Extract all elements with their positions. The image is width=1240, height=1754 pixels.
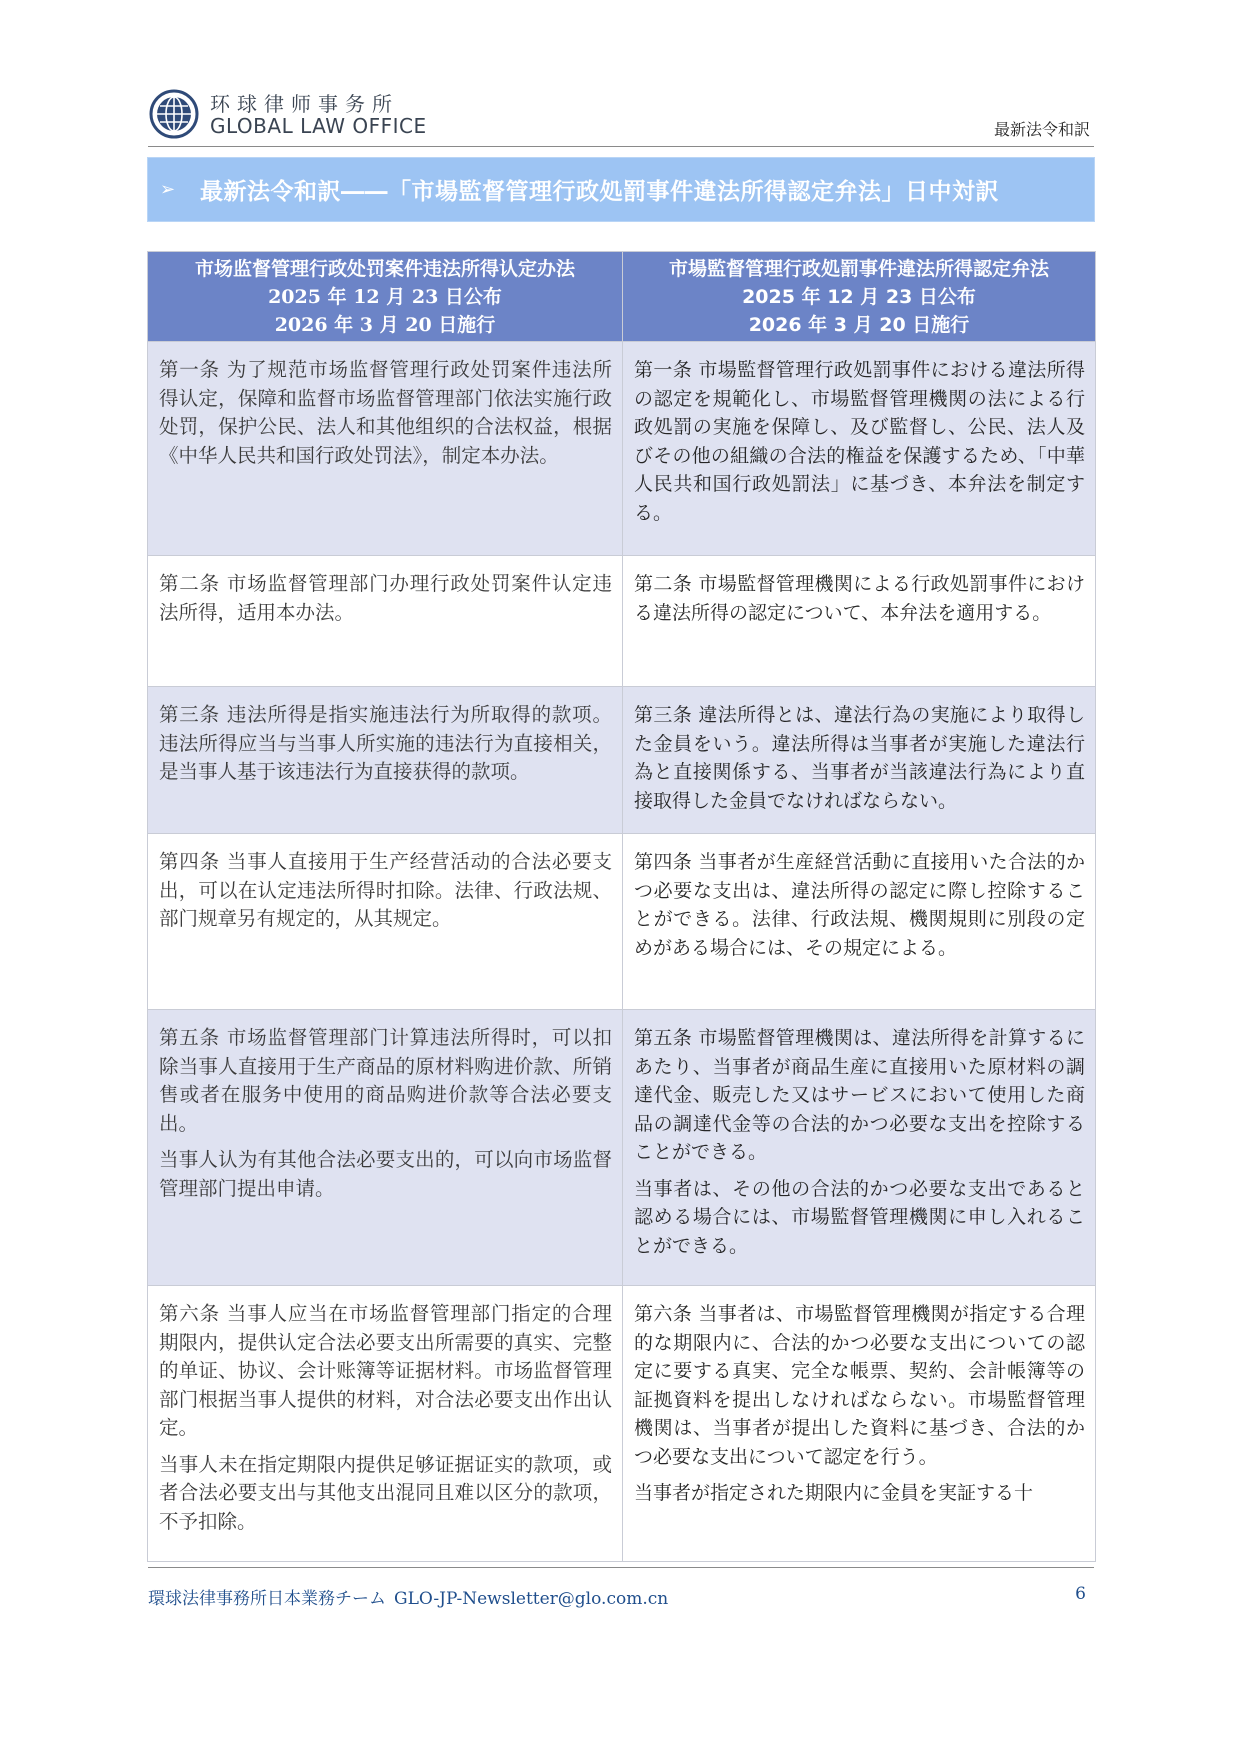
article-3-chinese — [148, 687, 623, 834]
article-2-chinese — [148, 556, 623, 687]
banner-title: 最新法令和訳――「市場監督管理行政処罰事件違法所得認定弁法」日中対訳 — [200, 179, 999, 205]
article-4-japanese — [623, 834, 1096, 1010]
page-header — [148, 82, 1094, 147]
article-6-japanese — [623, 1286, 1096, 1562]
article-paragraph: 第四条 当事者が生産経営活動に直接用いた合法的かつ必要な支出は、違法所得の認定に際し控除することができる。法律、行政法規、機関規則に別段の定めがある場合には、その規定による。 — [634, 851, 1085, 959]
footer-divider — [148, 1567, 1094, 1568]
page-number: 6 — [1075, 1584, 1086, 1604]
article-paragraph: 第五条 市場監督管理機関は、違法所得を計算するにあたり、当事者が商品生産に直接用いた原材料の調達代金、販売した又はサービスにおいて使用した商品の調達代金等の合法的かつ必要な支出を控除することができる。 — [634, 1027, 1085, 1163]
section-label: 最新法令和訳 — [993, 120, 1090, 139]
header-chinese-published: 2025 年 12 月 23 日公布 — [268, 286, 502, 308]
article-paragraph: 第六条 当事者は、市場監督管理機関が指定する合理的な期限内に、合法的かつ必要な支出についての認定に要する真実、完全な帳票、契約、会計帳簿等の証拠資料を提出しなければならない。市場監督管理機関は、当事者が提出した資料に基づき、合法的かつ必要な支出について認定を行う。 — [634, 1303, 1085, 1468]
article-paragraph: 第一条 为了规范市场监督管理行政处罚案件违法所得认定，保障和监督市场监督管理部门依法实施行政处罚，保护公民、法人和其他组织的合法权益，根据《中华人民共和国行政处罚法》，制定本办法。 — [159, 358, 612, 467]
article-paragraph: 当事人未在指定期限内提供足够证据证实的款项，或者合法必要支出与其他支出混同且难以区分的款项，不予扣除。 — [159, 1452, 612, 1533]
bilingual-law-table — [147, 251, 1096, 1562]
article-paragraph: 第四条 当事人直接用于生产经营活动的合法必要支出，可以在认定违法所得时扣除。法律、行政法规、部门规章另有规定的，从其规定。 — [159, 850, 612, 930]
article-paragraph: 第一条 市場監督管理行政処罰事件における違法所得の認定を規範化し、市場監督管理機関の法による行政処罰の実施を保障し、及び監督し、公民、法人及びその他の組織の合法的権益を保護するため、「中華人民共和国行政処罰法」に基づき、本弁法を制定する。 — [634, 359, 1085, 524]
table-row — [148, 687, 1096, 834]
article-3-japanese — [623, 687, 1096, 834]
article-paragraph: 第二条 市場監督管理機関による行政処罰事件における違法所得の認定について、本弁法を適用する。 — [634, 573, 1085, 624]
article-2-japanese — [623, 556, 1096, 687]
footer-email: GLO-JP-Newsletter@glo.com.cn — [394, 1589, 669, 1609]
header-japanese-title: 市場監督管理行政処罰事件違法所得認定弁法 — [668, 258, 1049, 280]
brand-name-english: GLOBAL LAW OFFICE — [210, 114, 427, 138]
article-5-japanese — [623, 1010, 1096, 1286]
table-row — [148, 342, 1096, 556]
header-chinese — [148, 252, 623, 342]
header-japanese-published: 2025 年 12 月 23 日公布 — [742, 286, 976, 308]
header-japanese — [623, 252, 1096, 342]
article-paragraph: 第五条 市场监督管理部门计算违法所得时，可以扣除当事人直接用于生产商品的原材料购进价款、所销售或者在服务中使用的商品购进价款等合法必要支出。 — [159, 1026, 612, 1135]
article-paragraph: 当事人认为有其他合法必要支出的，可以向市场监督管理部门提出申请。 — [159, 1148, 612, 1200]
table-row — [148, 834, 1096, 1010]
article-paragraph: 第二条 市场监督管理部门办理行政处罚案件认定违法所得，适用本办法。 — [159, 572, 612, 624]
header-japanese-effective: 2026 年 3 月 20 日施行 — [748, 314, 970, 336]
table-row — [148, 1286, 1096, 1562]
arrow-bullet-icon: ➢ — [160, 179, 176, 200]
globe-logo-icon — [148, 88, 200, 140]
header-chinese-title: 市场监督管理行政处罚案件违法所得认定办法 — [194, 258, 575, 280]
header-chinese-effective: 2026 年 3 月 20 日施行 — [274, 314, 496, 336]
article-paragraph: 当事者が指定された期限内に金員を実証する十 — [634, 1482, 1034, 1504]
article-paragraph: 当事者は、その他の合法的かつ必要な支出であると認める場合には、市場監督管理機関に申し入れることができる。 — [634, 1177, 1085, 1257]
footer-contact — [148, 1584, 668, 1609]
article-5-chinese — [148, 1010, 623, 1286]
article-4-chinese — [148, 834, 623, 1010]
table-row — [148, 556, 1096, 687]
title-banner — [148, 158, 1094, 221]
article-6-chinese — [148, 1286, 623, 1562]
article-1-japanese — [623, 342, 1096, 556]
footer-team-name: 環球法律事務所日本業務チーム — [148, 1589, 386, 1609]
article-1-chinese — [148, 342, 623, 556]
table-row — [148, 1010, 1096, 1286]
article-paragraph: 第三条 违法所得是指实施违法行为所取得的款项。违法所得应当与当事人所实施的违法行为直接相关，是当事人基于该违法行为直接获得的款项。 — [159, 703, 612, 783]
brand-name-chinese: 环球律师事务所 — [210, 92, 399, 116]
article-paragraph: 第六条 当事人应当在市场监督管理部门指定的合理期限内，提供认定合法必要支出所需要的真实、完整的单证、协议、会计账簿等证据材料。市场监督管理部门根据当事人提供的材料，对合法必要支出作出认定。 — [159, 1302, 612, 1439]
table-header-row — [148, 252, 1096, 342]
article-paragraph: 第三条 違法所得とは、違法行為の実施により取得した金員をいう。違法所得は当事者が実施した違法行為と直接関係する、当事者が当該違法行為により直接取得した金員でなければならない。 — [634, 704, 1085, 812]
